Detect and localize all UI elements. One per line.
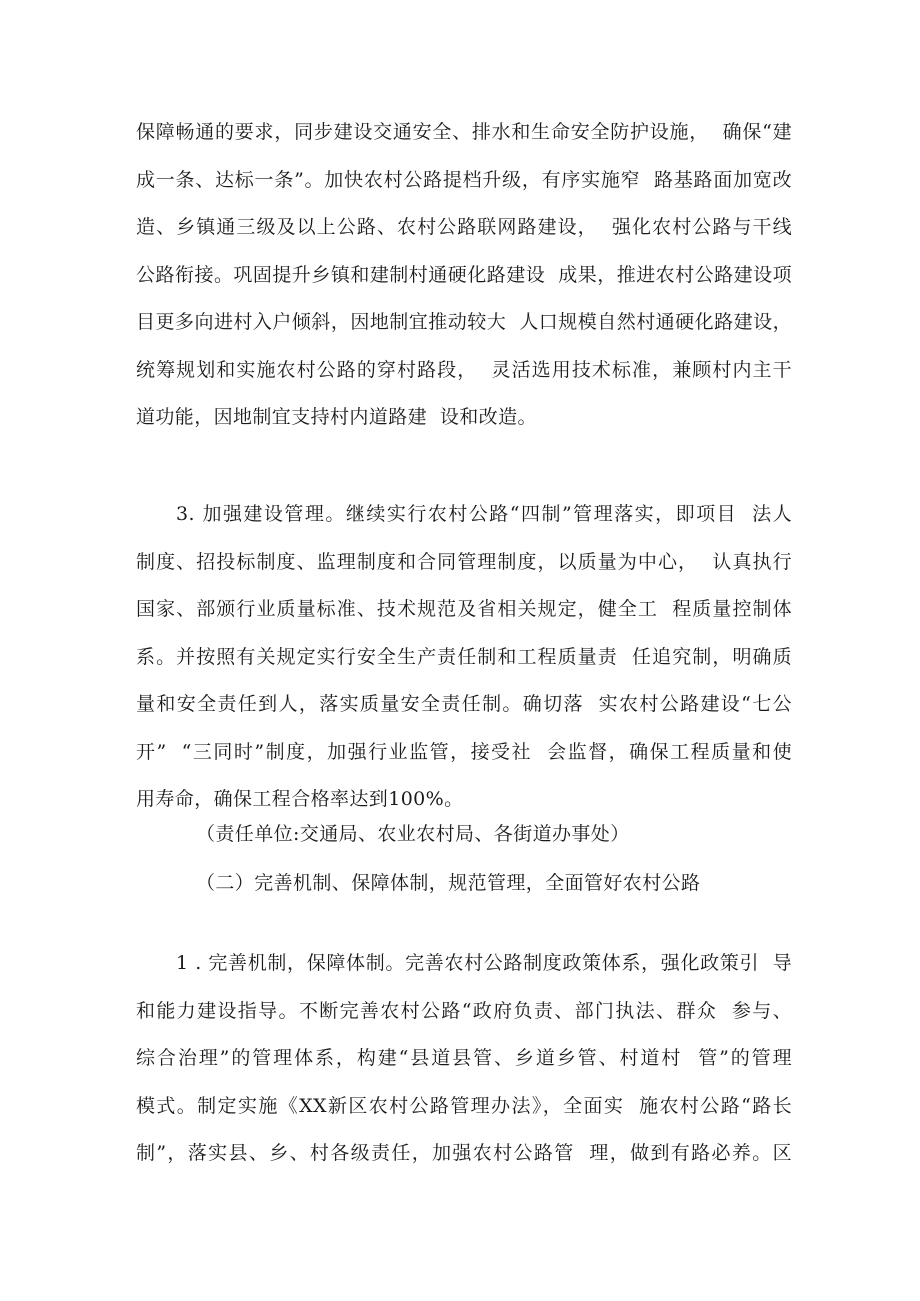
text-line: 1 . 完善机制，保障体制。完善农村公路制度政策体系，强化政策引 导	[176, 952, 792, 974]
responsibility-note: （责任单位:交通局、农业农村局、各街道办事处）	[196, 823, 630, 845]
text-line: 开” “三同时”制度，加强行业监管，接受社 会监督，确保工程质量和使	[136, 740, 792, 763]
paragraph-road-construction	[136, 109, 792, 442]
text-line: 3. 加强建设管理。继续实行农村公路“四制”管理落实，即项目 法人	[176, 503, 792, 525]
text-line: 制度、招投标制度、监理制度和合同管理制度，以质量为中心， 认真执行	[136, 550, 792, 573]
text-line: 统筹规划和实施农村公路的穿村路段， 灵活选用技术标准，兼顾村内主干	[136, 358, 792, 381]
text-line: 用寿命，确保工程合格率达到100%。	[136, 788, 464, 810]
text-line: 系。并按照有关规定实行安全生产责任制和工程质量责 任追究制，明确质	[136, 645, 792, 668]
text-line: 国家、部颁行业质量标准、技术规范及省相关规定，健全工 程质量控制体	[136, 598, 792, 620]
text-line: 制”，落实县、乡、村各级责任，加强农村公路管 理，做到有路必养。区	[136, 1142, 792, 1164]
text-line: 保障畅通的要求，同步建设交通安全、排水和生命安全防护设施， 确保“建	[136, 121, 792, 143]
text-line: 道功能，因地制宜支持村内道路建 设和改造。	[136, 406, 537, 428]
text-line: 量和安全责任到人，落实质量安全责任制。确切落 实农村公路建设“七公	[136, 693, 792, 715]
text-line: 公路衔接。巩固提升乡镇和建制村通硬化路建设 成果，推进农村公路建设项	[136, 263, 792, 286]
paragraph-construction-management	[136, 491, 792, 824]
text-line: 模式。制定实施《XX新区农村公路管理办法》，全面实 施农村公路“路长	[136, 1094, 792, 1117]
text-line: 和能力建设指导。不断完善农村公路“政府负责、部门执法、群众 参与、	[136, 999, 792, 1022]
text-line: 综合治理”的管理体系，构建“县道县管、乡道乡管、村道村 管”的管理	[136, 1047, 792, 1069]
paragraph-mechanism	[136, 940, 792, 1178]
text-line: 造、乡镇通三级及以上公路、农村公路联网路建设， 强化农村公路与干线	[136, 216, 792, 238]
text-line: 成一条、达标一条”。加快农村公路提档升级，有序实施窄 路基路面加宽改	[136, 168, 792, 191]
section-heading: （二）完善机制、保障体制，规范管理，全面管好农村公路	[196, 872, 701, 894]
text-line: 目更多向进村入户倾斜，因地制宜推动较大 人口规模自然村通硬化路建设，	[136, 311, 792, 333]
